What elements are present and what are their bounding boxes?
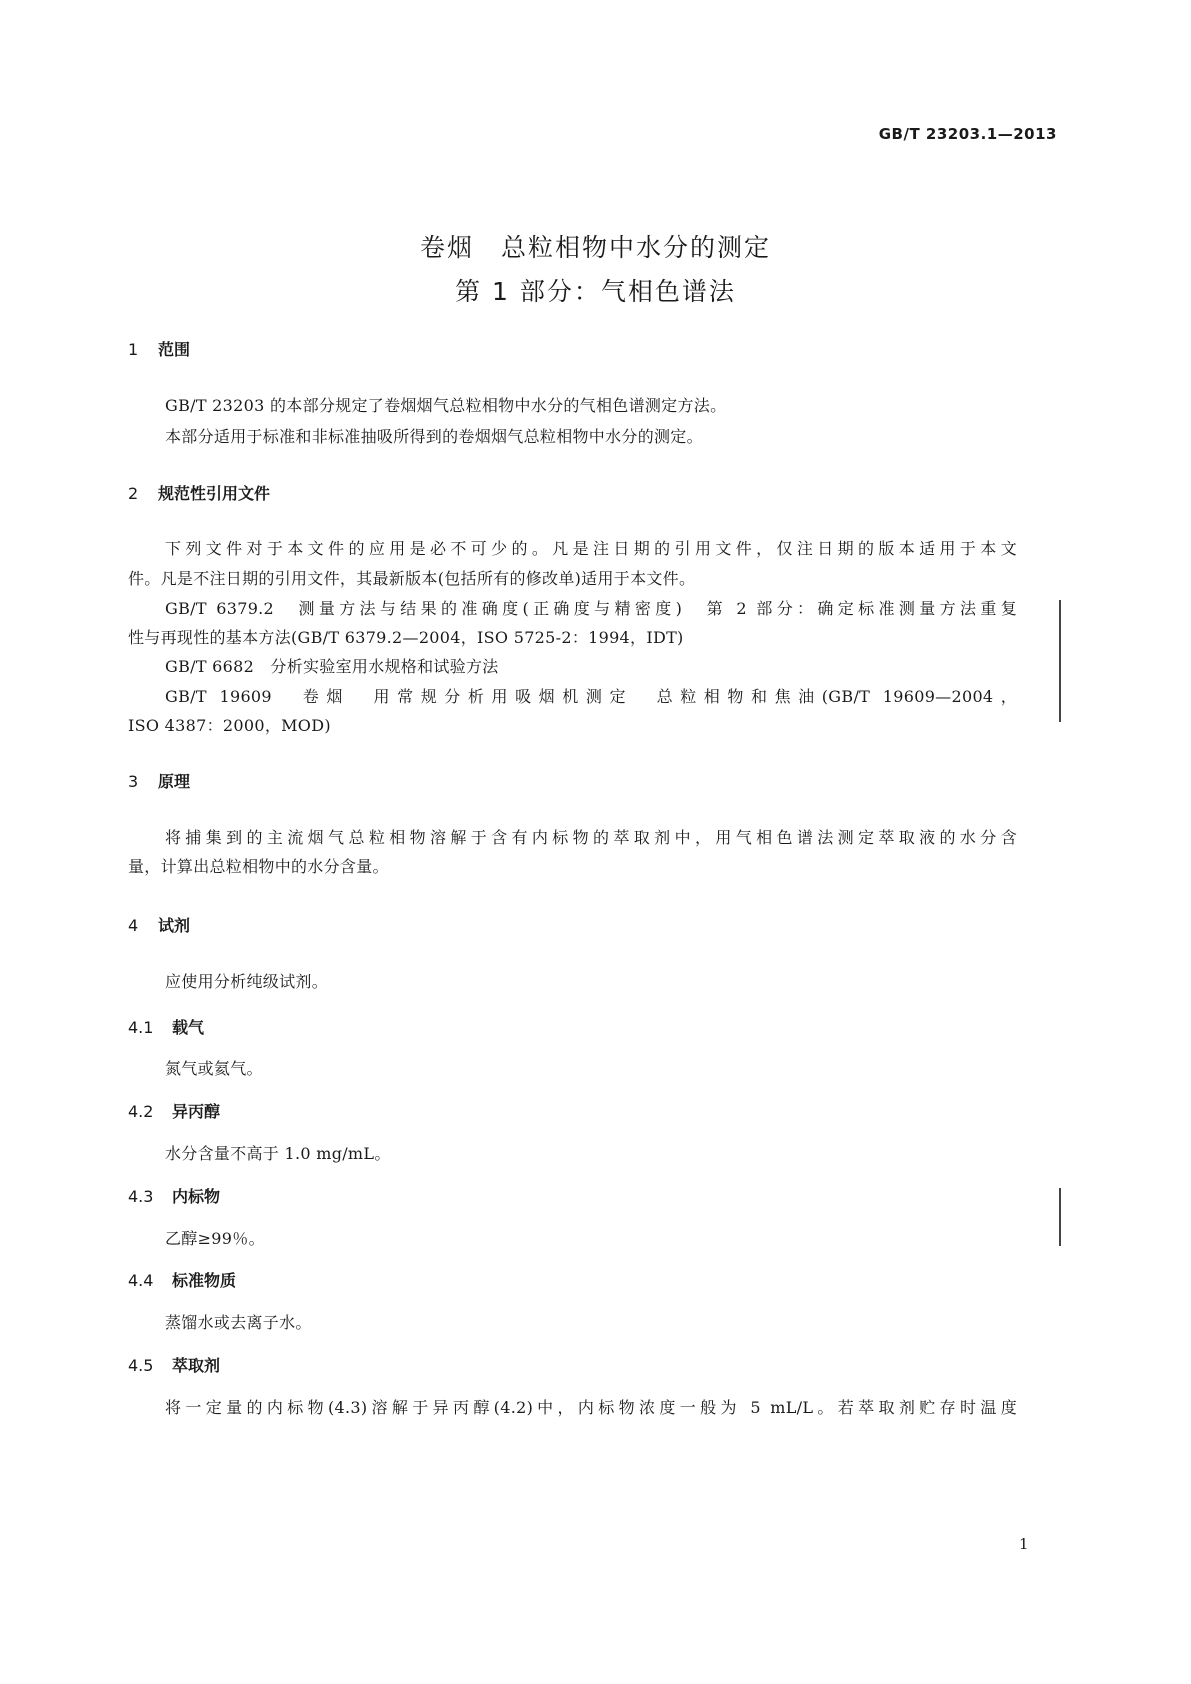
subsection-title: 标准物质 xyxy=(172,1271,237,1290)
paragraph: 蒸馏水或去离子水。 xyxy=(165,1313,312,1332)
standard-code: GB/T 23203.1—2013 xyxy=(878,125,1057,143)
paragraph: 本部分适用于标准和非标准抽吸所得到的卷烟烟气总粒相物中水分的测定。 xyxy=(165,427,703,446)
paragraph-line: 件。凡是不注日期的引用文件，其最新版本(包括所有的修改单)适用于本文件。 xyxy=(128,569,696,588)
subsection-number: 4.4 xyxy=(128,1271,154,1290)
paragraph: GB/T 23203 的本部分规定了卷烟烟气总粒相物中水分的气相色谱测定方法。 xyxy=(165,396,727,415)
paragraph-line: 下列文件对于本文件的应用是必不可少的。凡是注日期的引用文件，仅注日期的版本适用于本文 xyxy=(165,539,1017,558)
change-bar xyxy=(1059,1188,1061,1246)
subsection-title: 萃取剂 xyxy=(172,1356,221,1375)
paragraph: 乙醇≥99％。 xyxy=(165,1229,265,1248)
section-number: 3 xyxy=(128,772,139,791)
subsection-number: 4.1 xyxy=(128,1018,154,1037)
section-title: 原理 xyxy=(158,772,191,791)
paragraph: 氮气或氦气。 xyxy=(165,1059,263,1078)
section-heading-reagents xyxy=(128,913,190,936)
paragraph-line: 将一定量的内标物(4.3)溶解于异丙醇(4.2)中，内标物浓度一般为 5 mL/L。若萃取剂贮存时温度 xyxy=(165,1398,1017,1417)
section-number: 1 xyxy=(128,340,139,359)
section-number: 4 xyxy=(128,916,139,935)
subsection-number: 4.5 xyxy=(128,1356,154,1375)
subsection-heading-extraction-solvent xyxy=(128,1353,220,1376)
section-heading-principle xyxy=(128,769,190,792)
section-title: 试剂 xyxy=(158,916,191,935)
change-bar xyxy=(1059,600,1061,722)
document-subtitle: 第 1 部分：气相色谱法 xyxy=(455,277,736,306)
subsection-number: 4.2 xyxy=(128,1102,154,1121)
paragraph: 应使用分析纯级试剂。 xyxy=(165,972,329,991)
section-heading-normative-references xyxy=(128,481,270,504)
subsection-heading-standard-substance xyxy=(128,1268,236,1291)
reference-entry: GB/T 6682 分析实验室用水规格和试验方法 xyxy=(165,657,499,676)
section-number: 2 xyxy=(128,484,139,503)
subsection-number: 4.3 xyxy=(128,1187,154,1206)
paragraph-line: 量，计算出总粒相物中的水分含量。 xyxy=(128,857,389,876)
paragraph-line: 将捕集到的主流烟气总粒相物溶解于含有内标物的萃取剂中，用气相色谱法测定萃取液的水分含 xyxy=(165,828,1017,847)
section-title: 范围 xyxy=(158,340,191,359)
subsection-heading-carrier-gas xyxy=(128,1015,204,1038)
reference-entry-continued: ISO 4387：2000，MOD) xyxy=(128,716,331,735)
subsection-heading-internal-standard xyxy=(128,1184,220,1207)
reference-entry: GB/T 19609 卷烟 用常规分析用吸烟机测定 总粒相物和焦油(GB/T 19609—2004， xyxy=(165,687,1017,706)
section-title: 规范性引用文件 xyxy=(158,484,271,503)
subsection-title: 异丙醇 xyxy=(172,1102,221,1121)
subsection-title: 内标物 xyxy=(172,1187,221,1206)
reference-entry-continued: 性与再现性的基本方法(GB/T 6379.2—2004，ISO 5725-2：1994，IDT) xyxy=(128,628,684,647)
document-title: 卷烟 总粒相物中水分的测定 xyxy=(419,233,771,262)
page-number: 1 xyxy=(1019,1535,1029,1553)
section-heading-scope xyxy=(128,337,190,360)
subsection-title: 载气 xyxy=(172,1018,205,1037)
subsection-heading-isopropanol xyxy=(128,1099,220,1122)
paragraph: 水分含量不高于 1.0 mg/mL。 xyxy=(165,1144,391,1163)
reference-entry: GB/T 6379.2 测量方法与结果的准确度(正确度与精密度) 第 2 部分：确定标准测量方法重复 xyxy=(165,599,1017,618)
